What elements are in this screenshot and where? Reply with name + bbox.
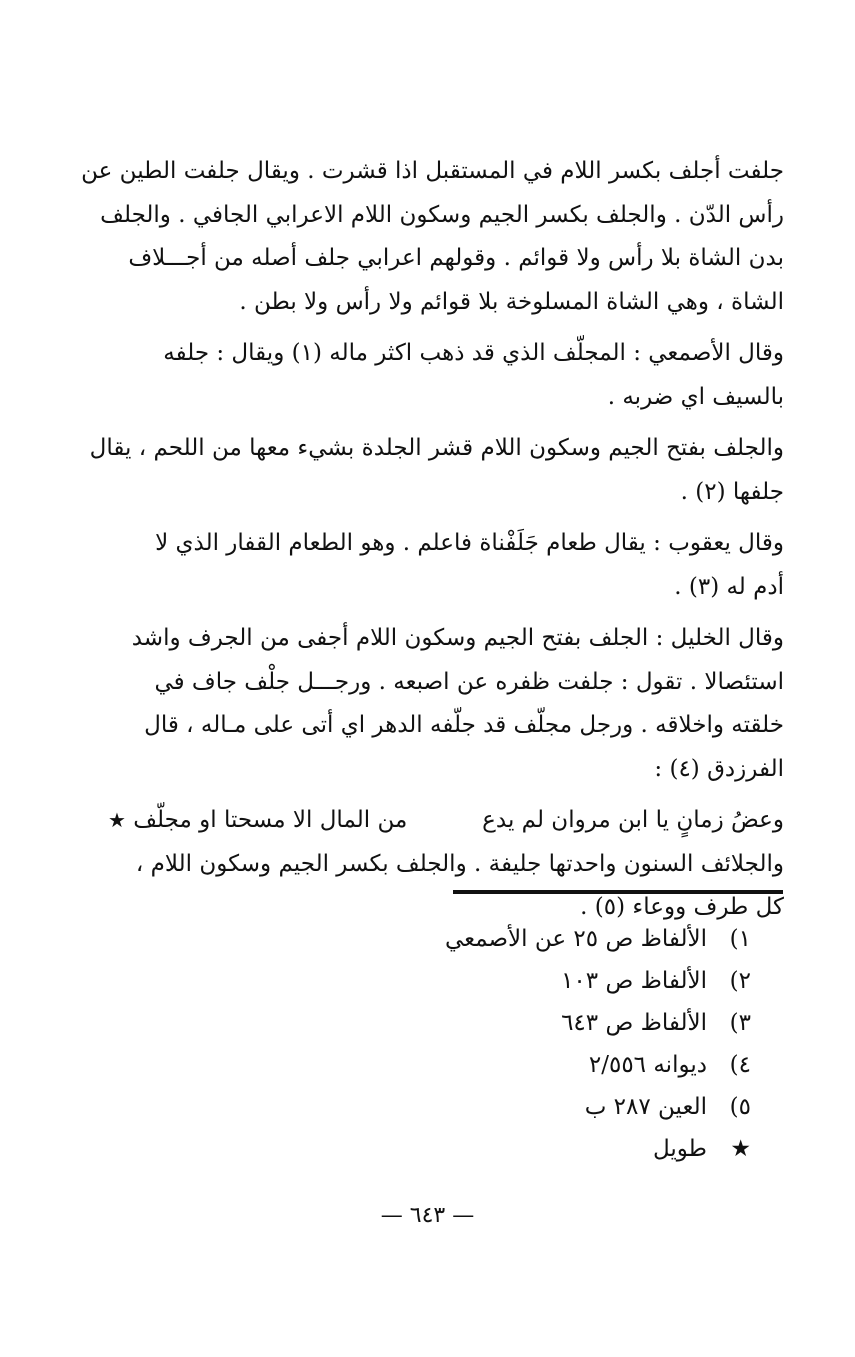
star-icon: ★ <box>108 808 126 832</box>
paragraph-4 <box>108 522 784 609</box>
footnote-text: ديوانه ٢/٥٥٦ <box>588 1052 707 1078</box>
text-line: كل طرف ووعاء (٥) . <box>580 894 784 920</box>
verse-hemistich-1: وعضُ زمانٍ يا ابن مروان لم يدع <box>482 807 784 833</box>
text-line: استئصالا . تقول : جلفت ظفره عن اصبعه . ورجـــل جلْف جاف في <box>154 668 784 695</box>
text-line: وقال الأصمعي : المجلّف الذي قد ذهب اكثر ماله (١) ويقال : جلفه <box>163 340 784 366</box>
text-line: وقال يعقوب : يقال طعام جَلَفْناة فاعلم . وهو الطعام القفار الذي لا <box>155 530 784 556</box>
footnote-separator <box>453 890 783 894</box>
star-icon: ★ <box>730 1136 751 1162</box>
text-line: أدم له (٣) . <box>674 573 784 600</box>
text-line: والجلف بفتح الجيم وسكون اللام قشر الجلدة بشيء معها من اللحم ، يقال <box>89 435 784 461</box>
footnote-number: ٤) <box>729 1052 751 1078</box>
footnote-number: ٥) <box>729 1094 751 1120</box>
footnote-text: طويل <box>652 1136 707 1162</box>
text-line: بالسيف اي ضربه . <box>607 383 784 410</box>
verse-hemistich-2-text: من المال الا مسحتا او مجلّف <box>133 807 408 833</box>
footnote-text: الألفاظ ص ١٠٣ <box>561 968 707 994</box>
main-text <box>81 150 784 938</box>
footnote-item <box>411 1086 751 1128</box>
text-line: جلفت أجلف بكسر اللام في المستقبل اذا قشرت . ويقال جلفت الطين عن <box>81 158 784 184</box>
footnote-item <box>411 1128 751 1170</box>
page-number: — ٦٤٣ — <box>380 1203 475 1228</box>
footnote-item <box>411 1044 751 1086</box>
footnote-text: الألفاظ ص ٢٥ عن الأصمعي <box>444 926 707 952</box>
text-line: جلفها (٢) . <box>680 478 784 505</box>
text-line: الشاة ، وهي الشاة المسلوخة بلا قوائم ولا رأس ولا بطن . <box>239 288 784 315</box>
paragraph-1 <box>81 150 784 324</box>
footnote-item <box>411 960 751 1002</box>
text-line: والجلائف السنون واحدتها جليفة . والجلف بكسر الجيم وسكون اللام ، <box>135 850 784 877</box>
footnote-item <box>411 1002 751 1044</box>
paragraph-2 <box>108 332 784 419</box>
footnote-item <box>411 918 751 960</box>
paragraph-5 <box>108 617 784 791</box>
paragraph-closing <box>108 843 784 930</box>
text-line: الفرزدق (٤) : <box>654 755 784 782</box>
poem-verse <box>108 799 784 843</box>
footnotes <box>411 918 751 1170</box>
footnote-number: ١) <box>729 926 751 952</box>
text-line: وقال الخليل : الجلف بفتح الجيم وسكون اللام أجفى من الجرف واشد <box>131 625 784 651</box>
text-line: خلقته واخلاقه . ورجل مجلّف قد جلّفه الدهر اي أتى على مـاله ، قال <box>144 712 784 738</box>
text-line: بدن الشاة بلا رأس ولا قوائم . وقولهم اعرابي جلف أصله من أجـــلاف <box>128 245 784 271</box>
paragraph-3 <box>89 427 784 514</box>
footnote-text: العين ٢٨٧ ب <box>584 1094 707 1120</box>
footnote-number: ٣) <box>729 1010 751 1036</box>
text-line: رأس الدّن . والجلف بكسر الجيم وسكون اللام الاعرابي الجافي . والجلف <box>100 201 784 228</box>
footnote-number: ٢) <box>729 968 751 994</box>
footnote-text: الألفاظ ص ٦٤٣ <box>561 1010 707 1036</box>
verse-hemistich-2 <box>108 799 407 843</box>
